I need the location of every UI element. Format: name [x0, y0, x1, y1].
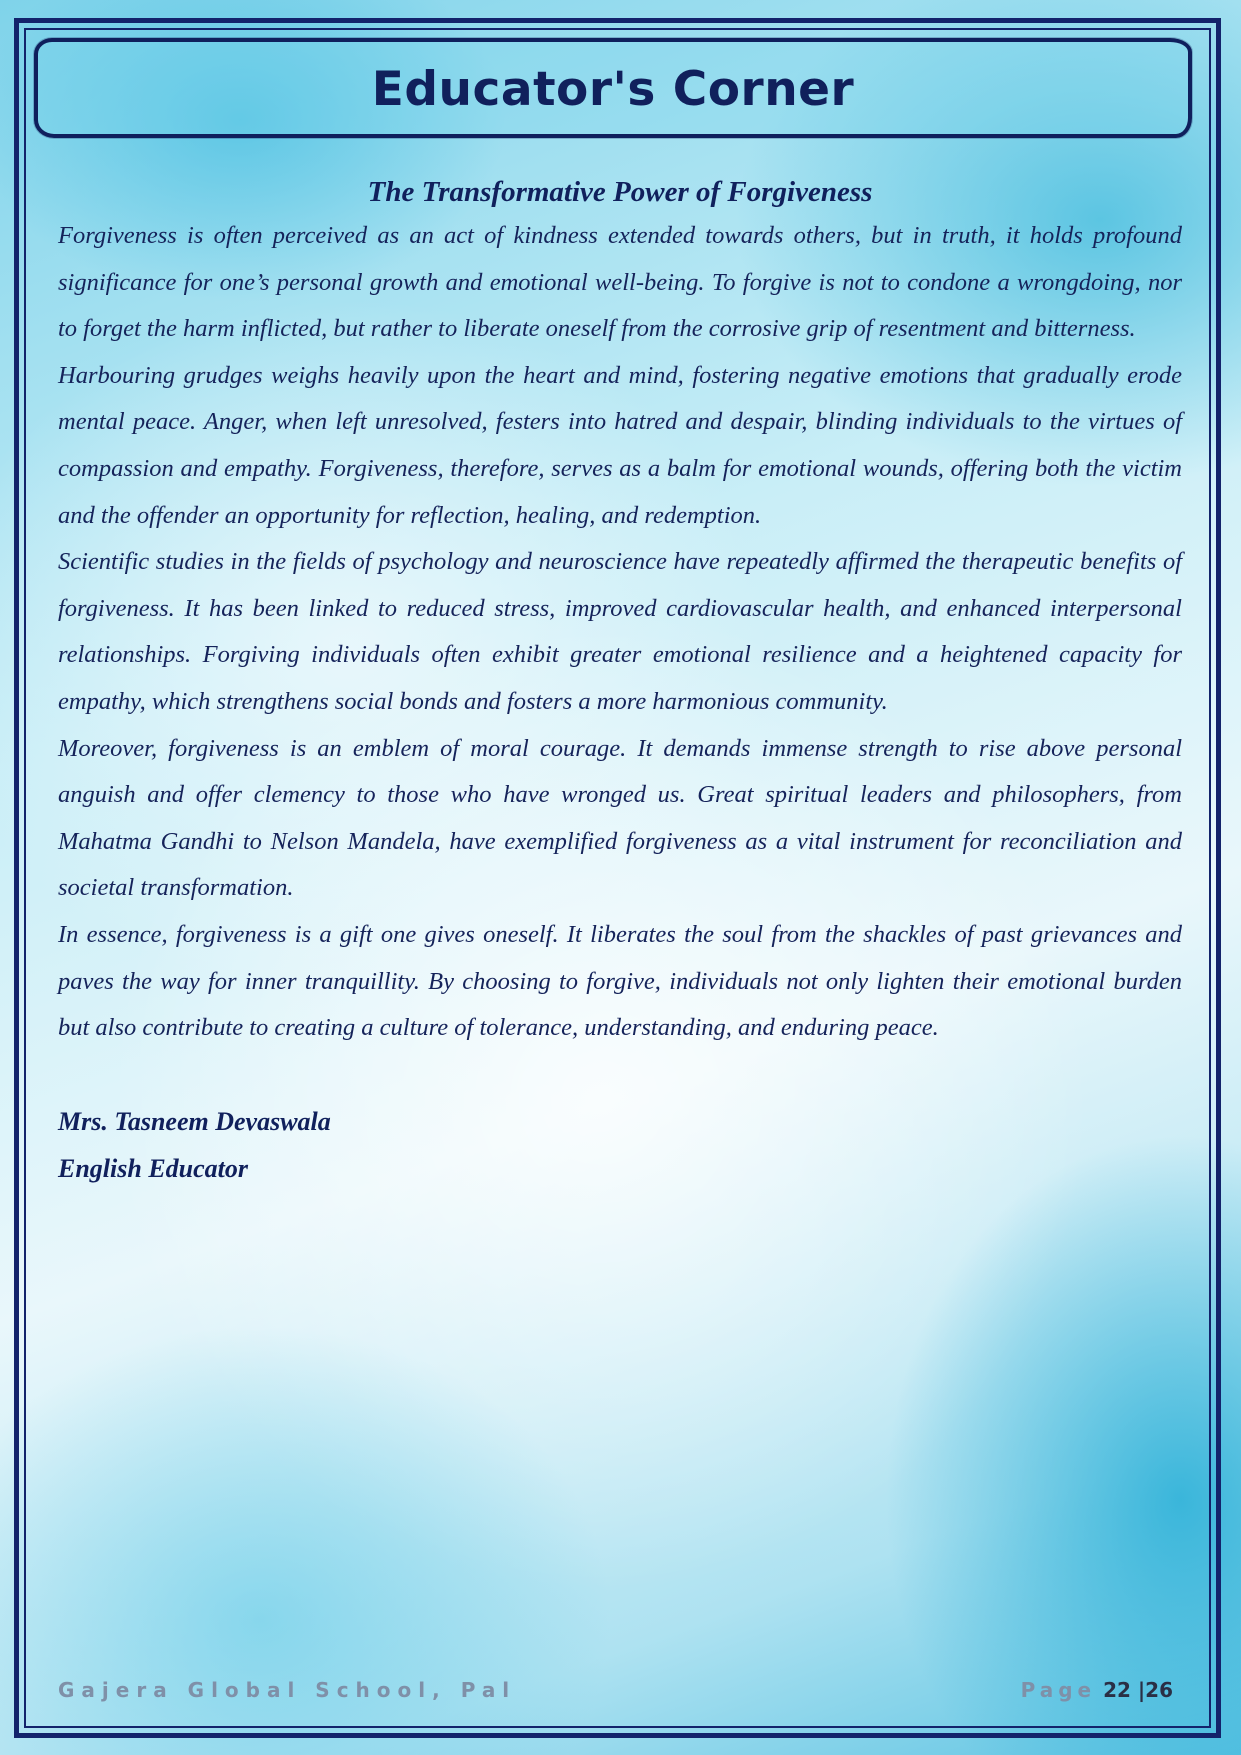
article-title: The Transformative Power of Forgiveness — [367, 176, 873, 208]
header-banner — [34, 38, 1192, 138]
article-paragraph: Moreover, forgiveness is an emblem of moral courage. It demands immense strength to rise above personal anguish and offer clemency to those who have wronged us. Great spiritual leaders and philosophers, from Mahatma Gandhi to Nelson Mandela, have exemplified forgiveness as a vital instrument for reconciliation and societal transformation. — [58, 734, 1182, 902]
author-signature — [58, 1098, 1182, 1192]
author-role: English Educator — [58, 1153, 249, 1183]
article-paragraph: In essence, forgiveness is a gift one gives oneself. It liberates the soul from the shackles of past grievances and paves the way for inner tranquillity. By choosing to forgive, individuals not only lighten their emotional burden but also contribute to creating a culture of tolerance, understanding, and enduring peace. — [58, 920, 1182, 1042]
article-paragraph: Harbouring grudges weighs heavily upon the heart and mind, fostering negative emotions that gradually erode mental peace. Anger, when left unresolved, festers into hatred and despair, blinding individuals to the virtues of compassion and empathy. Forgiveness, therefore, serves as a balm for emotional wounds, offering both the victim and the offender an opportunity for reflection, healing, and redemption. — [58, 361, 1182, 529]
footer-school-name: Gajera Global School, Pal — [58, 1678, 517, 1702]
page-count: 22 |26 — [1103, 1678, 1173, 1702]
footer-page-number — [1021, 1678, 1173, 1702]
article — [58, 176, 1182, 1192]
page-title: Educator's Corner — [371, 62, 855, 117]
author-name: Mrs. Tasneem Devaswala — [58, 1106, 331, 1136]
article-paragraph: Scientific studies in the fields of psychology and neuroscience have repeatedly affirmed the therapeutic benefits of forgiveness. It has been linked to reduced stress, improved cardiovascular health, and enhanced interpersonal relationships. Forgiving individuals often exhibit greater emotional resilience and a heightened capacity for empathy, which strengthens social bonds and fosters a more harmonious community. — [58, 548, 1182, 715]
page-label: Page — [1020, 1678, 1097, 1702]
article-paragraph: Forgiveness is often perceived as an act of kindness extended towards others, but in truth, it holds profound significance for one’s personal growth and emotional well-being. To forgive is not to condone a wrongdoing, nor to forget the harm inflicted, but rather to liberate oneself from the corrosive grip of resentment and bitterness. — [58, 222, 1182, 343]
